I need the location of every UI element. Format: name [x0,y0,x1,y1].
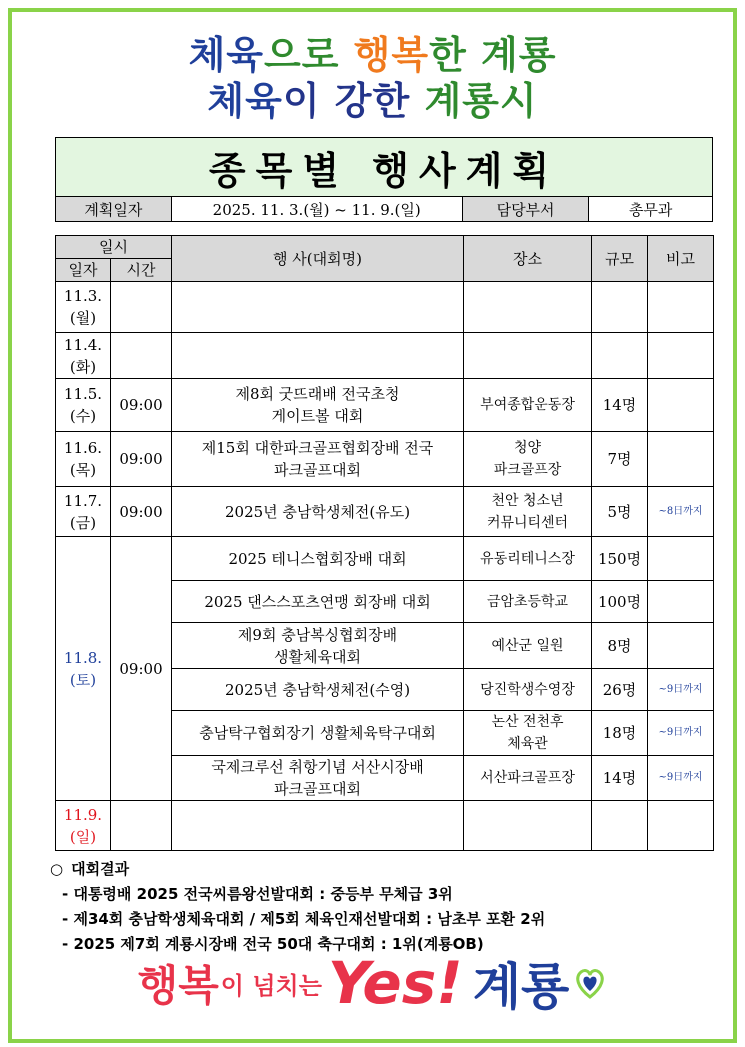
result-item: - 대통령배 2025 전국씨름왕선발대회 : 중등부 무체급 3위 [62,885,453,903]
date-cell [56,379,111,432]
place-cell: 천안 청소년 커뮤니티센터 [464,487,592,537]
scale-cell: 8명 [592,623,648,669]
scale-cell: 150명 [592,537,648,581]
date-cell [56,537,111,801]
scale-cell [592,282,648,333]
place-cell: 금암초등학교 [464,581,592,623]
scale-cell: 5명 [592,487,648,537]
event-cell: 2025년 충남학생체전(수영) [172,669,464,711]
date-cell [56,801,111,851]
date-cell [56,333,111,379]
event-cell: 제15회 대한파크골프협회장배 전국 파크골프대회 [172,432,464,487]
table-row [56,487,714,537]
date-weekday: (월) [69,309,97,327]
slogan1-segment: 행복 [353,33,430,77]
meta-row [55,197,713,222]
header-datetime: 일시 [56,236,172,259]
date-day: 11.7. [63,491,103,510]
place-cell: 유동리테니스장 [464,537,592,581]
scale-cell: 26명 [592,669,648,711]
date-weekday: (토) [69,670,97,689]
event-cell: 2025 테니스협회장배 대회 [172,537,464,581]
slogan2-segment: 계룡시 [424,79,538,123]
event-cell: 제9회 충남복싱협회장배 생활체육대회 [172,623,464,669]
empty-cell [111,801,172,851]
place-cell: 논산 전천후 체육관 [464,711,592,756]
header-place: 장소 [464,236,592,282]
note-cell [648,623,714,669]
date-day: 11.8. [63,648,103,667]
table-row [56,333,714,379]
date-day: 11.9. [63,805,103,824]
place-cell [464,282,592,333]
results-heading-text: 대회결과 [71,860,130,878]
time-cell [111,333,172,379]
header-event: 행 사(대회명) [172,236,464,282]
header-note: 비고 [648,236,714,282]
note-cell [648,282,714,333]
heart-logo-icon [573,961,607,1005]
date-cell [56,432,111,487]
place-cell: 청양 파크골프장 [464,432,592,487]
empty-cell [592,801,648,851]
place-cell: 부여종합운동장 [464,379,592,432]
header-date: 일자 [56,259,111,282]
schedule-table [55,235,714,851]
plan-date-label: 계획일자 [56,197,172,221]
results-heading [50,858,730,879]
event-cell: 2025년 충남학생체전(유도) [172,487,464,537]
empty-cell [464,801,592,851]
table-row [56,432,714,487]
note-cell: ~8日까지 [648,487,714,537]
date-weekday: (목) [69,461,97,479]
department-label: 담당부서 [463,197,590,221]
circle-bullet-icon: ○ [50,860,64,878]
time-cell: 09:00 [111,537,172,801]
place-cell: 예산군 일원 [464,623,592,669]
slogan2-segment: 체육 [207,79,283,123]
result-item: - 2025 제7회 계룡시장배 전국 50대 축구대회 : 1위(계룡OB) [62,935,484,953]
scale-cell: 14명 [592,379,648,432]
footer-gyeryong: 계룡 [472,958,570,1016]
date-cell [56,282,111,333]
date-cell [56,487,111,537]
scale-cell: 14명 [592,756,648,801]
time-cell: 09:00 [111,379,172,432]
place-cell [464,333,592,379]
table-row [56,801,714,851]
slogan2-segment: 이 강한 [282,79,425,123]
note-cell: ~9日까지 [648,711,714,756]
time-cell: 09:00 [111,487,172,537]
footer-overflowing: 이 넘치는 [220,971,322,1000]
date-weekday: (금) [69,513,97,532]
scale-cell: 7명 [592,432,648,487]
table-row [56,282,714,333]
note-cell [648,432,714,487]
plan-date-value: 2025. 11. 3.(월) ~ 11. 9.(일) [172,197,463,221]
scale-cell [592,333,648,379]
event-cell [172,282,464,333]
slogan-line-2 [0,70,745,125]
slogan1-segment: 한 [429,33,482,77]
table-row [56,379,714,432]
footer-happiness: 행복 [137,961,219,1010]
event-cell: 국제크루선 취항기념 서산시장배 파크골프대회 [172,756,464,801]
note-cell: ~9日까지 [648,669,714,711]
slogan1-segment: 계룡 [481,33,557,77]
scale-cell: 18명 [592,711,648,756]
table-row [56,537,714,581]
note-cell [648,379,714,432]
slogan1-segment: 으로 [263,33,354,77]
event-cell: 제8회 굿뜨래배 전국초청 게이트볼 대회 [172,379,464,432]
date-weekday: (화) [69,357,97,376]
footer-yes: Yes! [327,949,463,1017]
place-cell: 서산파크골프장 [464,756,592,801]
date-day: 11.6. [63,439,103,457]
note-cell [648,333,714,379]
date-weekday: (수) [69,407,97,425]
department-value: 총무과 [628,200,673,219]
date-day: 11.5. [63,385,103,403]
date-weekday: (일) [69,827,97,846]
event-cell: 2025 댄스스포츠연맹 회장배 대회 [172,581,464,623]
time-cell [111,282,172,333]
header-scale: 규모 [592,236,648,282]
header-time: 시간 [111,259,172,282]
place-cell: 당진학생수영장 [464,669,592,711]
page-title: 종목별 행사계획 [55,137,713,197]
event-cell: 충남탁구협회장기 생활체육탁구대회 [172,711,464,756]
result-item: - 제34회 충남학생체육대회 / 제5회 체육인재선발대회 : 남초부 포환 2위 [62,910,546,928]
footer-slogan [0,943,745,1023]
note-cell [648,581,714,623]
date-day: 11.3. [63,287,103,305]
empty-cell [172,801,464,851]
empty-cell [648,801,714,851]
event-cell [172,333,464,379]
slogan1-segment: 체육 [188,33,264,77]
note-cell: ~9日까지 [648,756,714,801]
note-cell [648,537,714,581]
scale-cell: 100명 [592,581,648,623]
time-cell: 09:00 [111,432,172,487]
date-day: 11.4. [63,335,103,354]
